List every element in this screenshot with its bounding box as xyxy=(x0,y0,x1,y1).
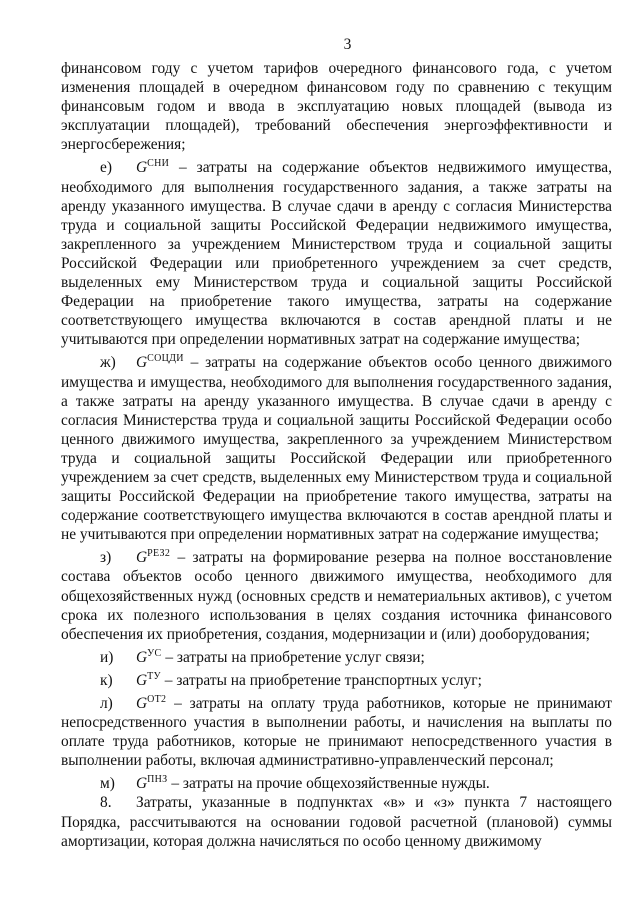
cost-symbol: G xyxy=(136,549,148,567)
cost-superscript: УС xyxy=(147,647,162,659)
cost-symbol: G xyxy=(136,671,148,689)
item-marker: е) xyxy=(100,159,112,177)
cost-symbol: G xyxy=(136,648,148,666)
clause-8 xyxy=(61,793,612,850)
item-l xyxy=(61,690,612,770)
item-text: – затраты на приобретение услуг связи; xyxy=(161,648,425,666)
cost-symbol: G xyxy=(136,159,148,177)
item-zh xyxy=(61,349,612,544)
item-text: – затраты на содержание объектов особо ценного движимого имущества и имущества, необходимого для выполнения государственного задания, а также затраты на аренду указанного имущества. В случае сдачи в аренду с согласия Министерства труда и социальной защиты Российской Федерации особо ценного движимого имущества, закрепленного за учреждением Министерством труда и социальной защиты Российской Федерации или приобретенного учреждением за счет средств, выделенных ему Министерством труда и социальной защиты Российской Федерации на приобретение такого имущества, затраты на содержание соответствующего имущества включаются в состав арендной платы и не учитываются при определении нормативных затрат на содержание имущества; xyxy=(61,354,612,544)
cost-superscript: ОТ2 xyxy=(147,694,167,705)
item-m xyxy=(61,770,612,793)
item-text: – затраты на оплату труда работников, которые не принимают непосредственного участия в выполнении работы, и начисления на выплаты по оплате труда работников, которые не принимают непосредственного участия в выполнении работы, включая административно-управленческий персонал; xyxy=(61,695,612,770)
cost-superscript: ТУ xyxy=(147,670,161,682)
cost-superscript: ПНЗ xyxy=(147,774,168,786)
cost-symbol: G xyxy=(136,354,148,372)
intro-paragraph: финансовом году с учетом тарифов очередного финансового года, с учетом изменения площадей в очередном финансовом году по сравнению с текущим финансовым годом и ввода в эксплуатацию новых площадей (вывода из эксплуатации площадей), требований обеспечения энергоэффективности и энергосбережения; xyxy=(61,60,612,154)
item-e xyxy=(61,154,612,349)
item-marker: м) xyxy=(100,775,115,793)
cost-superscript: СНИ xyxy=(147,158,170,170)
item-text: – затраты на содержание объектов недвижимого имущества, необходимого для выполнения государственного задания, а также затраты на аренду указанного имущества. В случае сдачи в аренду с согласия Министерства труда и социальной защиты Российской Федерации недвижимого имущества, закрепленного за учреждением Министерством труда и социальной защиты Российской Федерации или приобретенного учреждением за счет средств, выделенных ему Министерством труда и социальной защиты Российской Федерации на приобретение такого имущества, затраты на содержание соответствующего имущества включаются в состав арендной платы и не учитываются при определении нормативных затрат на содержание имущества; xyxy=(61,159,612,349)
cost-symbol: G xyxy=(136,775,148,793)
item-marker: и) xyxy=(100,648,114,666)
page-number: 3 xyxy=(343,36,352,53)
clause-number: 8. xyxy=(100,794,112,812)
item-marker: л) xyxy=(100,695,113,712)
item-z xyxy=(61,544,612,643)
item-text: – затраты на прочие общехозяйственные нужды. xyxy=(167,775,490,793)
item-k xyxy=(61,667,612,690)
item-text: – затраты на приобретение транспортных услуг; xyxy=(160,671,482,689)
item-marker: ж) xyxy=(100,354,116,372)
clause-text: Затраты, указанные в подпунктах «в» и «з» пункта 7 настоящего Порядка, рассчитываются на основании годовой расчетной (плановой) суммы амортизации, которая должна начисляться по особо ценному движимому xyxy=(61,794,612,850)
cost-superscript: РЕЗ2 xyxy=(147,548,171,560)
item-marker: к) xyxy=(100,671,113,689)
item-i xyxy=(61,644,612,667)
cost-symbol: G xyxy=(136,695,148,712)
item-marker: з) xyxy=(100,549,112,567)
item-text: – затраты на формирование резерва на полное восстановление состава объектов особо ценного движимого имущества, необходимого для общехозяйственных нужд (основных средств и нематериальных активов), с учетом срока их полезного использования в целях создания источника финансового обеспечения их приобретения, создания, модернизации и (или) дооборудования; xyxy=(61,549,612,643)
cost-superscript: СОЦДИ xyxy=(147,353,184,365)
